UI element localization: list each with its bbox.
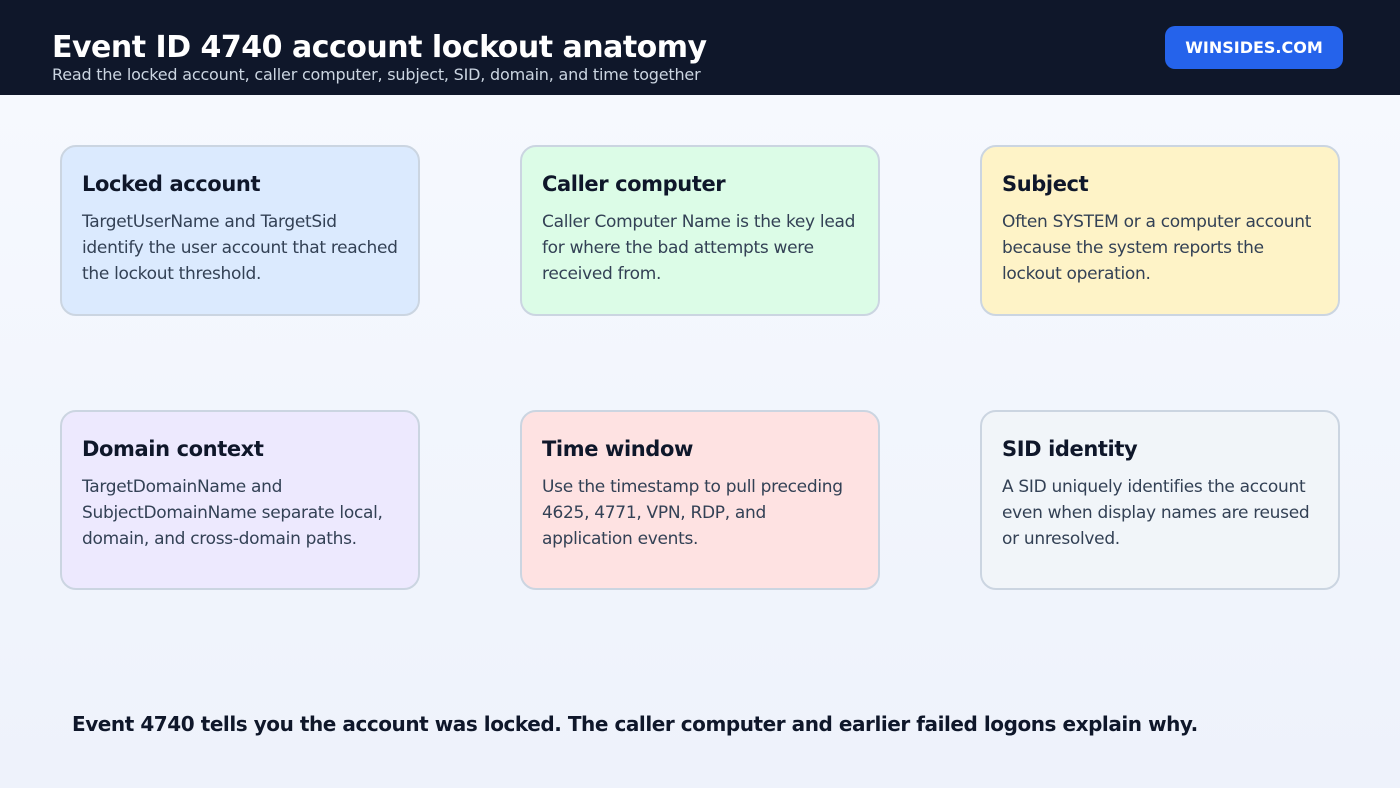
card-sid-identity bbox=[980, 410, 1340, 590]
card-body: Caller Computer Name is the key lead for where the bad attempts were received from. bbox=[542, 212, 856, 284]
card-body: TargetUserName and TargetSid identify the user account that reached the lockout threshold. bbox=[82, 212, 398, 284]
card-time-window bbox=[520, 410, 880, 590]
card-body: Use the timestamp to pull preceding 4625, 4771, VPN, RDP, and application events. bbox=[542, 477, 843, 549]
card-body: A SID uniquely identifies the account even when display names are reused or unresolved. bbox=[1002, 477, 1310, 549]
card-locked-account bbox=[60, 145, 420, 316]
card-body: TargetDomainName and SubjectDomainName separate local, domain, and cross-domain paths. bbox=[82, 477, 383, 549]
card-title: SID identity bbox=[1002, 437, 1138, 461]
brand-badge[interactable]: WINSIDES.COM bbox=[1165, 26, 1343, 69]
card-caller-computer bbox=[520, 145, 880, 316]
footer-note: Event 4740 tells you the account was locked. The caller computer and earlier failed logons explain why. bbox=[72, 712, 1198, 736]
card-body: Often SYSTEM or a computer account because the system reports the lockout operation. bbox=[1002, 212, 1312, 284]
card-title: Subject bbox=[1002, 172, 1089, 196]
card-title: Time window bbox=[542, 437, 693, 461]
page-title: Event ID 4740 account lockout anatomy bbox=[52, 30, 707, 65]
header-bar bbox=[0, 0, 1400, 95]
card-domain-context bbox=[60, 410, 420, 590]
card-title: Caller computer bbox=[542, 172, 726, 196]
card-title: Locked account bbox=[82, 172, 261, 196]
page-subtitle: Read the locked account, caller computer, subject, SID, domain, and time together bbox=[52, 65, 701, 84]
card-title: Domain context bbox=[82, 437, 264, 461]
card-subject bbox=[980, 145, 1340, 316]
